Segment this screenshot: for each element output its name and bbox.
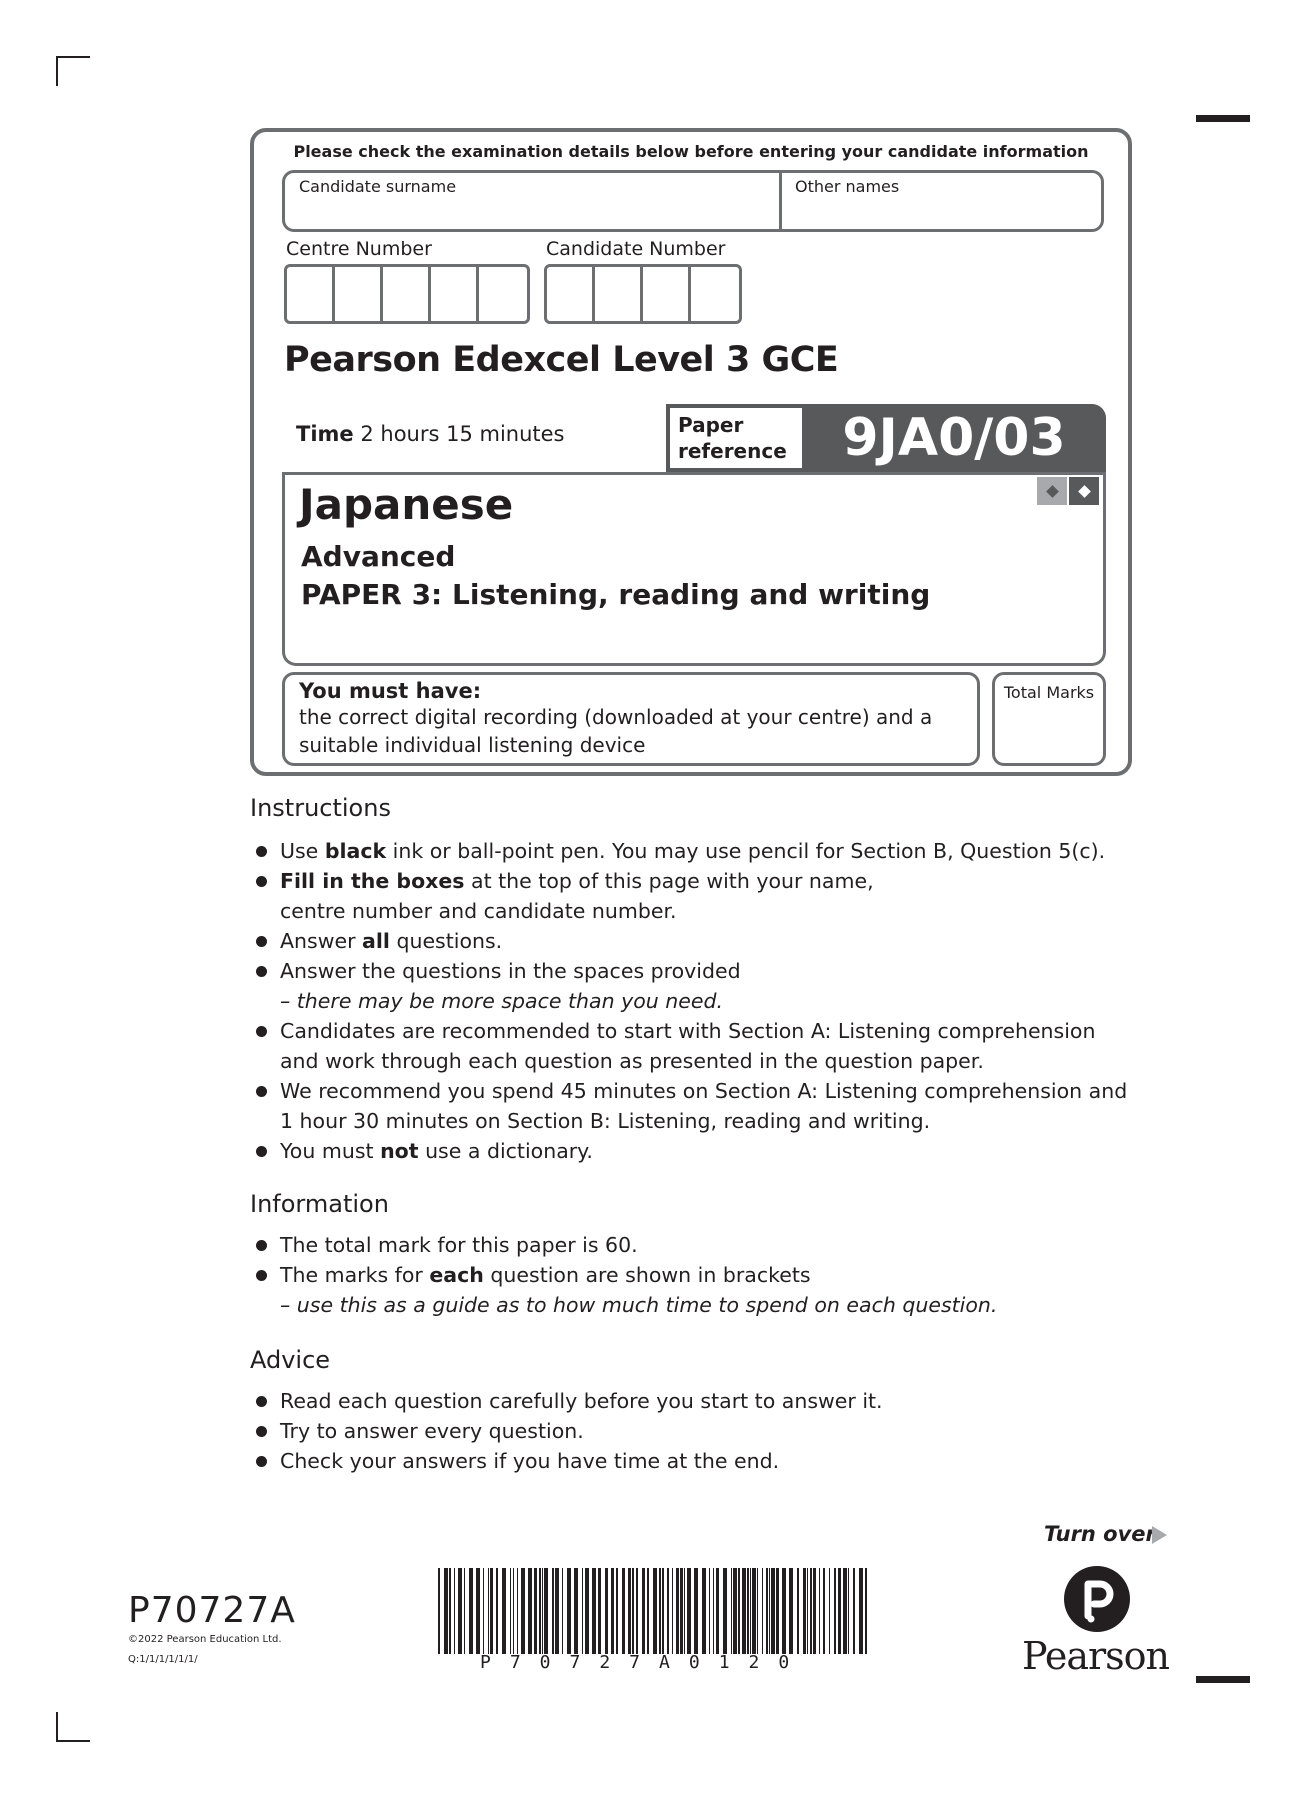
information-heading: Information [250, 1190, 389, 1218]
candidate-details-box [250, 128, 1132, 776]
list-item: Try to answer every question. [250, 1416, 883, 1446]
crop-mark-bottom-left-v [56, 1712, 58, 1742]
paper-id: P70727A [128, 1590, 296, 1631]
exam-board-title: Pearson Edexcel Level 3 GCE [284, 340, 839, 380]
list-item: Check your answers if you have time at the end. [250, 1446, 883, 1476]
paper-number: PAPER 3: [301, 578, 443, 611]
pearson-wordmark: Pearson [1022, 1634, 1170, 1678]
paper-code: 9JA0/03 [842, 408, 1066, 468]
list-item: Answer the questions in the spaces provided – there may be more space than you need. [250, 956, 1127, 1016]
pearson-logo-icon [1064, 1566, 1130, 1632]
bullet-icon [256, 1146, 267, 1157]
candidate-number-label: Candidate Number [546, 238, 726, 260]
q-code: Q:1/1/1/1/1/1/ [128, 1654, 198, 1665]
list-item: We recommend you spend 45 minutes on Section A: Listening comprehension and 1 hour 30 minutes on Section B: Listening, reading and writing. [250, 1076, 1127, 1136]
total-marks-box[interactable] [992, 672, 1106, 766]
bullet-icon [256, 1396, 267, 1407]
name-divider [779, 173, 782, 229]
must-have-box [282, 672, 980, 766]
bullet-icon [256, 966, 267, 977]
bullet-icon [256, 936, 267, 947]
registration-bar-top [1196, 115, 1250, 122]
bullet-icon [256, 1086, 267, 1097]
list-item: Read each question carefully before you start to answer it. [250, 1386, 883, 1416]
surname-label: Candidate surname [299, 177, 457, 196]
list-item: Fill in the boxes at the top of this page with your name, centre number and candidate number. [250, 866, 1127, 926]
centre-number-label: Centre Number [286, 238, 432, 260]
bullet-icon [256, 846, 267, 857]
paper-title [301, 578, 930, 611]
list-item: The total mark for this paper is 60. [250, 1230, 997, 1260]
bullet-icon [256, 1240, 267, 1251]
candidate-number-digit-box[interactable] [595, 267, 643, 321]
candidate-number-digit-box[interactable] [643, 267, 691, 321]
bullet-icon [256, 1456, 267, 1467]
time-allowed [296, 422, 565, 446]
barcode [436, 1568, 868, 1654]
instructions-list [250, 836, 1127, 1166]
candidate-number-digit-box[interactable] [547, 267, 595, 321]
list-item: Candidates are recommended to start with Section A: Listening comprehension and work through each question as presented in the question paper. [250, 1016, 1127, 1076]
subject-box-top-border [285, 472, 1103, 475]
information-list [250, 1230, 997, 1320]
list-item: You must not use a dictionary. [250, 1136, 1127, 1166]
paper-title-text: Listening, reading and writing [452, 578, 931, 611]
crop-mark-top-left-h [56, 56, 90, 58]
paper-reference-panel [666, 404, 1106, 472]
centre-number-digit-box[interactable] [287, 267, 335, 321]
bullet-icon [256, 1270, 267, 1281]
barcode-text: P70727A0120 [480, 1652, 809, 1673]
diamond-icon [1069, 477, 1099, 505]
other-names-field[interactable] [787, 197, 1099, 227]
paper-reference-label: Paper reference [670, 408, 802, 468]
centre-number-digit-box[interactable] [431, 267, 479, 321]
centre-number-digit-box[interactable] [479, 267, 527, 321]
list-item: Use black ink or ball-point pen. You may use pencil for Section B, Question 5(c). [250, 836, 1127, 866]
turn-over-text: Turn over [1044, 1522, 1156, 1546]
must-have-text: the correct digital recording (downloaded at your centre) and a suitable individual listening device [299, 705, 933, 757]
subject-level: Advanced [301, 540, 456, 573]
centre-number-digit-box[interactable] [383, 267, 431, 321]
candidate-number-boxes [544, 264, 742, 324]
subject-title: Japanese [299, 480, 514, 529]
surname-field[interactable] [289, 197, 775, 227]
list-item: Answer all questions. [250, 926, 1127, 956]
time-label: Time [296, 422, 354, 446]
bullet-icon [256, 876, 267, 887]
other-names-label: Other names [795, 177, 900, 196]
instructions-heading: Instructions [250, 794, 391, 822]
centre-number-digit-box[interactable] [335, 267, 383, 321]
centre-number-boxes [284, 264, 530, 324]
advice-list [250, 1386, 883, 1476]
registration-bar-bottom [1196, 1676, 1250, 1683]
diamond-icon [1037, 477, 1067, 505]
play-arrow-icon [1152, 1526, 1167, 1544]
copyright: ©2022 Pearson Education Ltd. [128, 1634, 282, 1645]
must-have-title: You must have: [299, 679, 482, 703]
pearson-p-icon [1064, 1566, 1130, 1632]
name-fields [282, 170, 1104, 232]
bullet-icon [256, 1426, 267, 1437]
crop-mark-top-left-v [56, 56, 58, 86]
advice-heading: Advice [250, 1346, 331, 1374]
crop-mark-bottom-left-h [56, 1740, 90, 1742]
subject-box [282, 472, 1106, 666]
list-item: The marks for each question are shown in brackets – use this as a guide as to how much time to spend on each question. [250, 1260, 997, 1320]
total-marks-label: Total Marks [1003, 683, 1095, 702]
check-note: Please check the examination details below before entering your candidate information [293, 142, 1089, 161]
bullet-icon [256, 1026, 267, 1037]
candidate-number-digit-box[interactable] [691, 267, 739, 321]
time-value: 2 hours 15 minutes [360, 422, 565, 446]
